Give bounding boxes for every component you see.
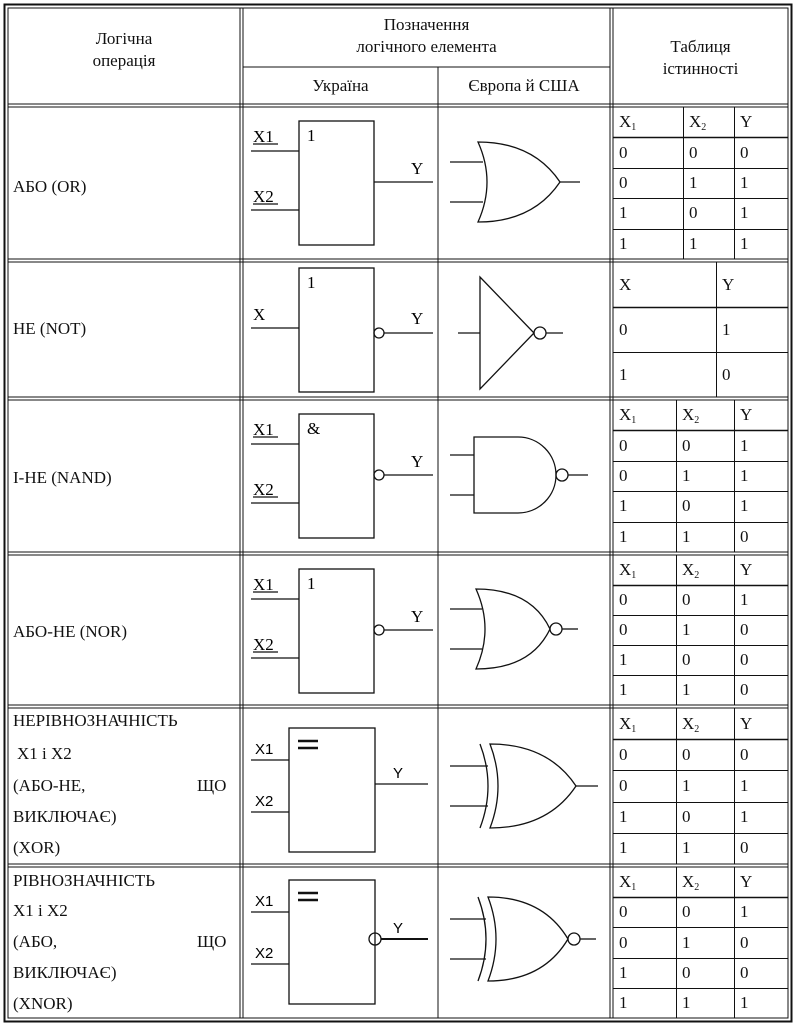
tt-cell: 1 bbox=[740, 233, 749, 253]
svg-text:X2: X2 bbox=[253, 480, 274, 499]
tt-cell: 1 bbox=[619, 992, 628, 1012]
tt-cell: 0 bbox=[740, 680, 749, 699]
tt-cell: 0 bbox=[740, 526, 749, 546]
tt-cell: 1 bbox=[740, 173, 749, 192]
header-europe-usa: Європа й США bbox=[468, 76, 580, 95]
tt-cell: 1 bbox=[619, 526, 628, 546]
tt-cell: 0 bbox=[689, 142, 698, 162]
header-designation: Позначення логічного елемента bbox=[356, 15, 497, 56]
tt-cell: 0 bbox=[682, 650, 691, 669]
tt-cell: 0 bbox=[682, 902, 691, 922]
tt-header-cell: Y bbox=[722, 274, 735, 294]
tt-cell: 1 bbox=[682, 620, 691, 639]
tt-cell: 1 bbox=[619, 364, 628, 384]
tt-cell: 1 bbox=[619, 962, 628, 982]
ua-symbol-nor bbox=[243, 555, 438, 705]
tt-cell: 1 bbox=[682, 680, 691, 699]
header-operation: Логічна операція bbox=[92, 29, 156, 70]
tt-cell: 1 bbox=[619, 838, 628, 858]
tt-header-cell: $X_1$ bbox=[619, 872, 637, 894]
op-not: НЕ (NOT) bbox=[13, 319, 87, 338]
tt-cell: 0 bbox=[682, 590, 691, 609]
tt-cell: 0 bbox=[689, 203, 698, 223]
svg-text:X2: X2 bbox=[253, 187, 274, 206]
svg-text:Y: Y bbox=[411, 159, 424, 178]
op-nand: І-НЕ (NAND) bbox=[13, 468, 112, 487]
svg-text:X1: X1 bbox=[253, 575, 274, 594]
tt-cell: 1 bbox=[682, 466, 691, 485]
tt-header-cell: $X_1$ bbox=[619, 713, 637, 735]
tt-header-cell: $X_2$ bbox=[689, 112, 707, 134]
tt-cell: 0 bbox=[619, 142, 628, 162]
tt-cell: 0 bbox=[740, 962, 749, 982]
tt-cell: 0 bbox=[682, 496, 691, 516]
tt-header-cell: Y bbox=[740, 405, 753, 425]
us-symbol-nand bbox=[438, 400, 610, 552]
ua-symbol-xor bbox=[243, 708, 438, 864]
op-nor: АБО-НЕ (NOR) bbox=[13, 622, 127, 641]
svg-text:X2: X2 bbox=[255, 945, 274, 962]
tt-cell: 1 bbox=[740, 902, 749, 922]
op-or: АБО (OR) bbox=[13, 177, 87, 196]
us-symbol-nor bbox=[438, 555, 610, 705]
tt-cell: 1 bbox=[740, 203, 749, 223]
tt-cell: 1 bbox=[682, 992, 691, 1012]
tt-cell: 0 bbox=[682, 807, 691, 827]
tt-cell: 1 bbox=[682, 932, 691, 952]
tt-cell: 0 bbox=[740, 838, 749, 858]
tt-cell: 0 bbox=[619, 744, 628, 764]
logic-gates-table: Логічна операція Позначення логічного елемента Україна Європа й США Таблиця істинності АБО (OR) НЕ (NOT) І-НЕ (NAND) АБО-НЕ (NOR) НЕРІВНОЗНАЧНІСТЬ X1 і X2 (АБО-НЕ, ЩО ВИКЛЮЧАЄ) (XOR) РІВНОЗНАЧНІСТЬ X1 і X2 (АБО, ЩО ВИКЛЮЧАЄ) (XNOR) X1 X2 1 Y X 1 Y X1 X2 & Y X1 X2 1 Y X1 X2 Y X1 X2 Y $X_1$ $X_2$ Y 0 0 0 0 1 1 1 0 1 1 1 1 X Y 0 1 1 0 $X_1$ $X_2$ Y 0 0 1 0 1 1 1 0 1 1 1 0 $X_1$ $X_2$ Y 0 0 1 0 1 0 1 0 0 1 1 0 $X_1$ $X_2$ Y 0 0 0 0 1 1 1 0 1 1 1 0 $X_1$ $X_2$ Y 0 0 1 0 1 0 1 0 0 1 1 1 bbox=[0, 0, 796, 1026]
svg-text:Y: Y bbox=[411, 452, 424, 471]
svg-text:Y: Y bbox=[411, 607, 424, 626]
tt-header-cell: $X_2$ bbox=[682, 560, 700, 581]
tt-cell: 0 bbox=[619, 173, 628, 192]
tt-header-cell: Y bbox=[740, 112, 753, 132]
tt-header-cell: $X_1$ bbox=[619, 112, 637, 134]
tt-cell: 0 bbox=[619, 319, 628, 339]
ua-symbol-or bbox=[243, 107, 438, 259]
us-symbol-xnor bbox=[438, 867, 610, 1018]
ua-symbol-xnor bbox=[243, 867, 438, 1018]
tt-cell: 0 bbox=[619, 466, 628, 485]
tt-header-cell: X bbox=[619, 274, 632, 294]
svg-text:1: 1 bbox=[307, 273, 316, 292]
tt-cell: 0 bbox=[619, 590, 628, 609]
ua-symbol-nand bbox=[243, 400, 438, 552]
tt-cell: 0 bbox=[722, 364, 731, 384]
tt-cell: 1 bbox=[619, 496, 628, 516]
svg-text:X: X bbox=[253, 305, 266, 324]
svg-text:X2: X2 bbox=[255, 793, 274, 810]
tt-cell: 1 bbox=[740, 776, 749, 795]
tt-cell: 1 bbox=[619, 807, 628, 827]
svg-text:Y: Y bbox=[411, 309, 424, 328]
tt-header-cell: $X_2$ bbox=[682, 872, 700, 894]
svg-text:1: 1 bbox=[307, 574, 316, 593]
tt-cell: 0 bbox=[682, 962, 691, 982]
tt-cell: 0 bbox=[619, 932, 628, 952]
svg-text:Y: Y bbox=[393, 920, 404, 937]
ua-symbol-not bbox=[243, 262, 438, 397]
tt-header-cell: $X_2$ bbox=[682, 713, 700, 735]
svg-text:Y: Y bbox=[393, 765, 404, 782]
tt-cell: 0 bbox=[740, 932, 749, 952]
us-symbol-xor bbox=[438, 708, 610, 864]
header-truth-table: Таблиця істинності bbox=[662, 37, 739, 78]
tt-cell: 0 bbox=[619, 620, 628, 639]
svg-text:&: & bbox=[307, 419, 321, 438]
tt-cell: 1 bbox=[740, 590, 749, 609]
tt-cell: 1 bbox=[689, 173, 698, 192]
tt-cell: 1 bbox=[740, 807, 749, 827]
tt-cell: 1 bbox=[682, 838, 691, 858]
tt-cell: 0 bbox=[740, 142, 749, 162]
svg-text:X2: X2 bbox=[253, 635, 274, 654]
tt-cell: 1 bbox=[740, 496, 749, 516]
tt-cell: 0 bbox=[740, 744, 749, 764]
svg-text:X1: X1 bbox=[255, 893, 274, 910]
tt-cell: 1 bbox=[682, 526, 691, 546]
tt-header-cell: Y bbox=[740, 713, 753, 733]
svg-text:X1: X1 bbox=[255, 741, 274, 758]
tt-cell: 1 bbox=[740, 466, 749, 485]
us-symbol-or bbox=[438, 107, 610, 259]
tt-cell: 1 bbox=[619, 650, 628, 669]
tt-cell: 1 bbox=[619, 203, 628, 223]
tt-cell: 0 bbox=[740, 620, 749, 639]
us-symbol-not bbox=[438, 262, 610, 397]
svg-text:X1: X1 bbox=[253, 127, 274, 146]
tt-cell: 1 bbox=[619, 233, 628, 253]
tt-cell: 1 bbox=[689, 233, 698, 253]
header-ukraine: Україна bbox=[312, 76, 369, 95]
svg-text:1: 1 bbox=[307, 126, 316, 145]
tt-cell: 1 bbox=[722, 319, 731, 339]
tt-cell: 1 bbox=[619, 680, 628, 699]
tt-cell: 1 bbox=[740, 435, 749, 455]
tt-cell: 0 bbox=[682, 744, 691, 764]
tt-header-cell: $X_2$ bbox=[682, 405, 700, 427]
tt-cell: 0 bbox=[619, 776, 628, 795]
tt-cell: 0 bbox=[740, 650, 749, 669]
svg-text:X1: X1 bbox=[253, 420, 274, 439]
tt-cell: 1 bbox=[740, 992, 749, 1012]
tt-header-cell: $X_1$ bbox=[619, 405, 637, 427]
tt-header-cell: $X_1$ bbox=[619, 560, 637, 581]
tt-header-cell: Y bbox=[740, 560, 753, 579]
tt-cell: 0 bbox=[682, 435, 691, 455]
tt-cell: 0 bbox=[619, 435, 628, 455]
tt-header-cell: Y bbox=[740, 872, 753, 892]
tt-cell: 1 bbox=[682, 776, 691, 795]
tt-cell: 0 bbox=[619, 902, 628, 922]
